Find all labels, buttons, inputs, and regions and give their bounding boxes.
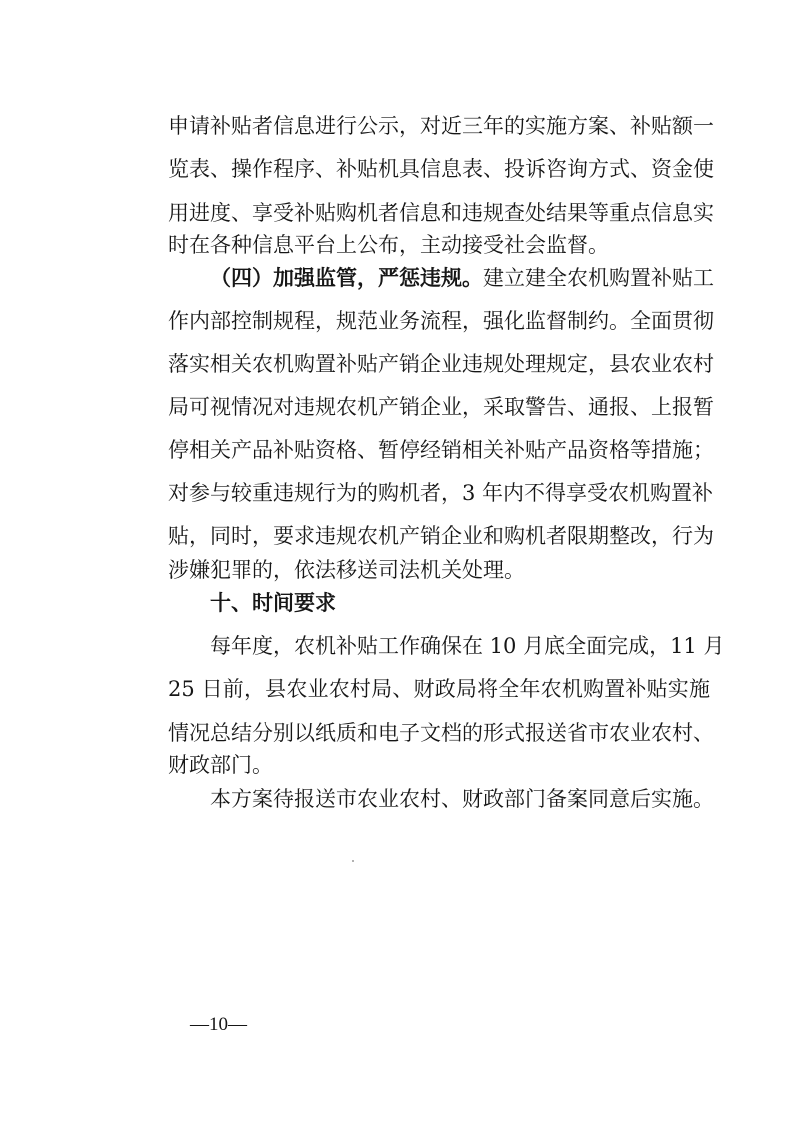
body-text-line: 25 日前，县农业农村局、财政局将全年农机购置补贴实施 (168, 677, 710, 701)
body-text-line: 作内部控制规程，规范业务流程，强化监督制约。全面贯彻 (168, 309, 714, 333)
body-text-line: 对参与较重违规行为的购机者，3 年内不得享受农机购置补 (168, 481, 714, 505)
body-text-line: 申请补贴者信息进行公示，对近三年的实施方案、补贴额一 (168, 114, 714, 138)
body-text-line: 每年度，农机补贴工作确保在 10 月底全面完成，11 月 (210, 634, 725, 658)
body-text-line: 财政部门。 (168, 753, 273, 777)
body-text-line: 情况总结分别以纸质和电子文档的形式报送省市农业农村、 (168, 721, 714, 745)
body-text-line: 停相关产品补贴资格、暂停经销相关补贴产品资格等措施； (168, 438, 714, 462)
body-text-line: 贴，同时，要求违规农机产销企业和购机者限期整改，行为 (168, 524, 714, 548)
body-text-line: 局可视情况对违规农机产销企业，采取警告、通报、上报暂 (168, 395, 714, 419)
body-text-line: 本方案待报送市农业农村、财政部门备案同意后实施。 (210, 787, 714, 811)
body-text-line: 涉嫌犯罪的，依法移送司法机关处理。 (168, 558, 525, 582)
body-text-line: 时在各种信息平台上公布，主动接受社会监督。 (168, 233, 609, 257)
body-text-line (210, 262, 714, 294)
body-text-line: 览表、操作程序、补贴机具信息表、投诉咨询方式、资金使 (168, 157, 714, 181)
subsection-title: （四）加强监管，严惩违规。 (210, 266, 483, 290)
page-number: —10— (190, 1014, 247, 1035)
body-text-span: 建立建全农机购置补贴工 (483, 266, 714, 290)
body-text-line: 用进度、享受补贴购机者信息和违规查处结果等重点信息实 (168, 201, 714, 225)
section-heading: 十、时间要求 (210, 591, 336, 615)
scan-speck (352, 860, 354, 862)
body-text-line: 落实相关农机购置补贴产销企业违规处理规定，县农业农村 (168, 352, 714, 376)
